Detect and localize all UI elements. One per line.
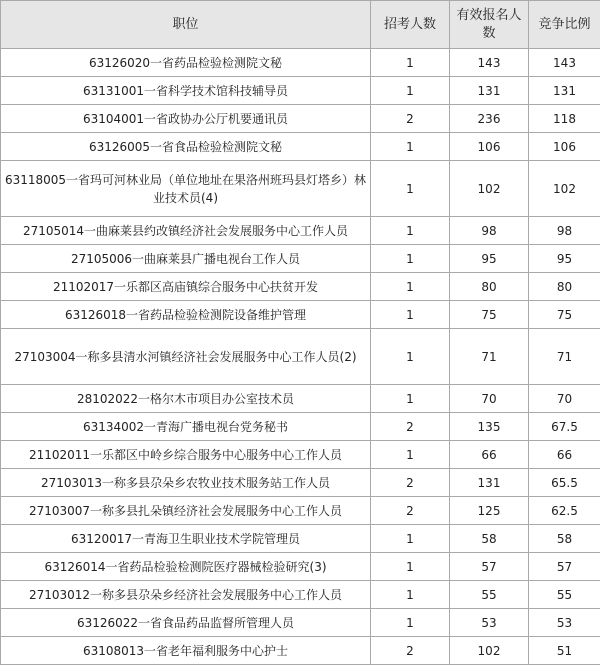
cell-position: 63126005一省食品检验检测院文秘	[1, 133, 371, 161]
table-row	[1, 609, 600, 637]
cell-competition-ratio: 53	[529, 609, 600, 637]
cell-valid-applicants: 95	[450, 245, 529, 273]
header-valid-applicants: 有效报名人数	[450, 1, 529, 49]
table-row	[1, 105, 600, 133]
cell-position: 21102011一乐都区中岭乡综合服务中心服务中心工作人员	[1, 441, 371, 469]
table-row	[1, 329, 600, 385]
cell-recruit-count: 1	[371, 553, 450, 581]
cell-recruit-count: 1	[371, 273, 450, 301]
cell-position: 27105014一曲麻莱县约改镇经济社会发展服务中心工作人员	[1, 217, 371, 245]
cell-competition-ratio: 66	[529, 441, 600, 469]
cell-valid-applicants: 80	[450, 273, 529, 301]
cell-recruit-count: 2	[371, 637, 450, 665]
cell-competition-ratio: 71	[529, 329, 600, 385]
cell-valid-applicants: 98	[450, 217, 529, 245]
cell-valid-applicants: 102	[450, 637, 529, 665]
cell-recruit-count: 1	[371, 217, 450, 245]
table-row	[1, 217, 600, 245]
cell-recruit-count: 1	[371, 77, 450, 105]
table-row	[1, 441, 600, 469]
cell-recruit-count: 1	[371, 49, 450, 77]
cell-valid-applicants: 131	[450, 77, 529, 105]
table-row	[1, 497, 600, 525]
table-row	[1, 301, 600, 329]
table-row	[1, 385, 600, 413]
cell-competition-ratio: 51	[529, 637, 600, 665]
cell-valid-applicants: 102	[450, 161, 529, 217]
cell-position: 63118005一省玛可河林业局（单位地址在果洛州班玛县灯塔乡）林业技术员(4)	[1, 161, 371, 217]
cell-recruit-count: 1	[371, 385, 450, 413]
cell-valid-applicants: 75	[450, 301, 529, 329]
cell-recruit-count: 1	[371, 441, 450, 469]
cell-position: 27103012一称多县尕朵乡经济社会发展服务中心工作人员	[1, 581, 371, 609]
cell-valid-applicants: 125	[450, 497, 529, 525]
cell-valid-applicants: 70	[450, 385, 529, 413]
table-row	[1, 77, 600, 105]
cell-competition-ratio: 62.5	[529, 497, 600, 525]
cell-position: 27103013一称多县尕朵乡农牧业技术服务站工作人员	[1, 469, 371, 497]
table-row	[1, 525, 600, 553]
cell-competition-ratio: 106	[529, 133, 600, 161]
cell-position: 63104001一省政协办公厅机要通讯员	[1, 105, 371, 133]
cell-position: 27103004一称多县清水河镇经济社会发展服务中心工作人员(2)	[1, 329, 371, 385]
cell-recruit-count: 2	[371, 105, 450, 133]
table-row	[1, 49, 600, 77]
table-row	[1, 133, 600, 161]
cell-valid-applicants: 236	[450, 105, 529, 133]
cell-position: 27105006一曲麻莱县广播电视台工作人员	[1, 245, 371, 273]
cell-recruit-count: 2	[371, 497, 450, 525]
cell-competition-ratio: 75	[529, 301, 600, 329]
cell-recruit-count: 1	[371, 329, 450, 385]
cell-competition-ratio: 143	[529, 49, 600, 77]
header-row	[1, 1, 600, 49]
header-recruit-count: 招考人数	[371, 1, 450, 49]
cell-recruit-count: 1	[371, 133, 450, 161]
cell-valid-applicants: 135	[450, 413, 529, 441]
cell-recruit-count: 1	[371, 245, 450, 273]
cell-valid-applicants: 55	[450, 581, 529, 609]
cell-position: 63126018一省药品检验检测院设备维护管理	[1, 301, 371, 329]
cell-position: 63126020一省药品检验检测院文秘	[1, 49, 371, 77]
cell-position: 63131001一省科学技术馆科技辅导员	[1, 77, 371, 105]
table-row	[1, 553, 600, 581]
table-row	[1, 413, 600, 441]
cell-position: 28102022一格尔木市项目办公室技术员	[1, 385, 371, 413]
cell-competition-ratio: 67.5	[529, 413, 600, 441]
cell-competition-ratio: 118	[529, 105, 600, 133]
cell-competition-ratio: 65.5	[529, 469, 600, 497]
table-row	[1, 273, 600, 301]
cell-valid-applicants: 53	[450, 609, 529, 637]
cell-position: 63134002一青海广播电视台党务秘书	[1, 413, 371, 441]
cell-valid-applicants: 71	[450, 329, 529, 385]
header-competition-ratio: 竞争比例	[529, 1, 600, 49]
cell-competition-ratio: 131	[529, 77, 600, 105]
cell-competition-ratio: 57	[529, 553, 600, 581]
table-row	[1, 161, 600, 217]
cell-competition-ratio: 70	[529, 385, 600, 413]
cell-position: 27103007一称多县扎朵镇经济社会发展服务中心工作人员	[1, 497, 371, 525]
table-row	[1, 581, 600, 609]
cell-position: 63126014一省药品检验检测院医疗器械检验研究(3)	[1, 553, 371, 581]
cell-competition-ratio: 98	[529, 217, 600, 245]
cell-competition-ratio: 55	[529, 581, 600, 609]
cell-competition-ratio: 102	[529, 161, 600, 217]
cell-recruit-count: 1	[371, 161, 450, 217]
cell-position: 63120017一青海卫生职业技术学院管理员	[1, 525, 371, 553]
cell-valid-applicants: 58	[450, 525, 529, 553]
cell-valid-applicants: 143	[450, 49, 529, 77]
cell-recruit-count: 1	[371, 301, 450, 329]
cell-recruit-count: 1	[371, 609, 450, 637]
table-row	[1, 469, 600, 497]
cell-valid-applicants: 66	[450, 441, 529, 469]
cell-recruit-count: 1	[371, 581, 450, 609]
table-row	[1, 245, 600, 273]
cell-position: 63126022一省食品药品监督所管理人员	[1, 609, 371, 637]
table-row	[1, 637, 600, 665]
cell-recruit-count: 2	[371, 469, 450, 497]
cell-valid-applicants: 131	[450, 469, 529, 497]
cell-competition-ratio: 80	[529, 273, 600, 301]
cell-position: 21102017一乐都区高庙镇综合服务中心扶贫开发	[1, 273, 371, 301]
cell-recruit-count: 1	[371, 525, 450, 553]
cell-recruit-count: 2	[371, 413, 450, 441]
cell-position: 63108013一省老年福利服务中心护士	[1, 637, 371, 665]
cell-competition-ratio: 95	[529, 245, 600, 273]
cell-valid-applicants: 57	[450, 553, 529, 581]
cell-competition-ratio: 58	[529, 525, 600, 553]
header-position: 职位	[1, 1, 371, 49]
cell-valid-applicants: 106	[450, 133, 529, 161]
